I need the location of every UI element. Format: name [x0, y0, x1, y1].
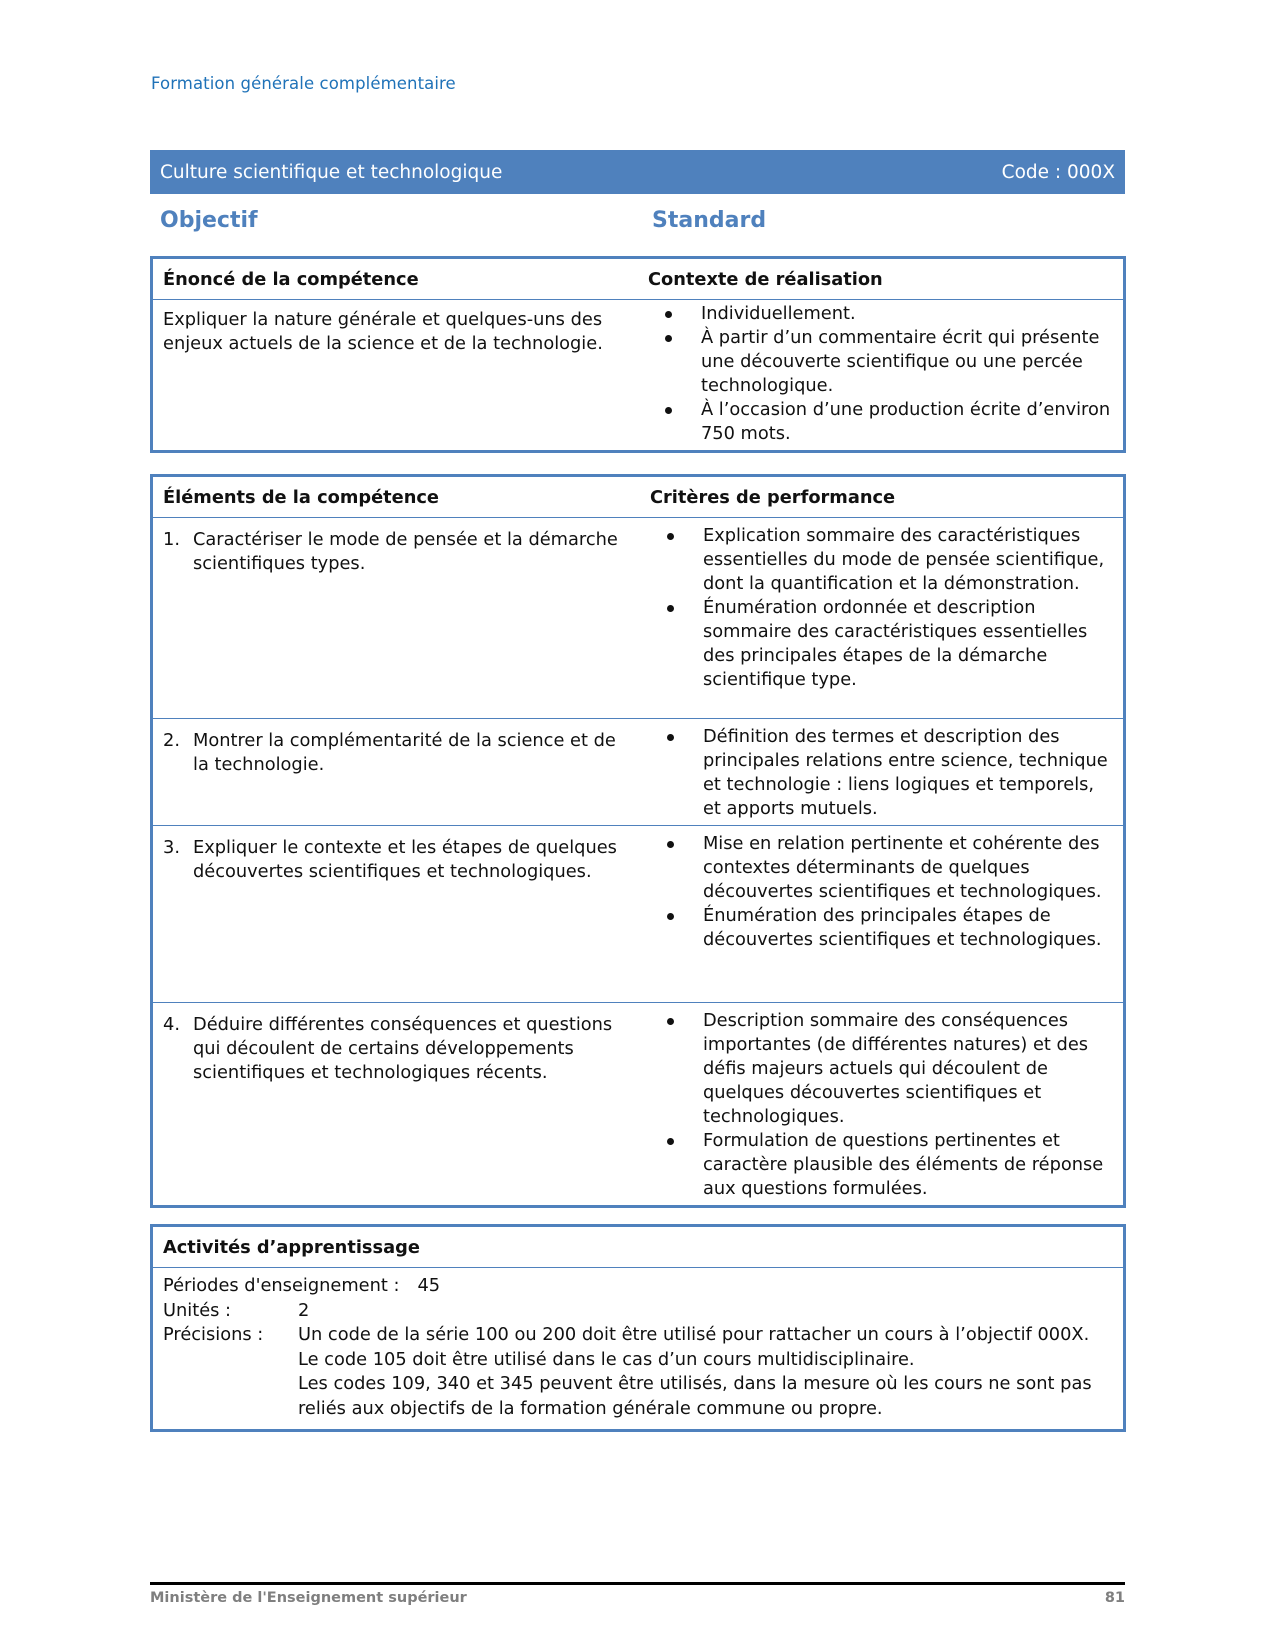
context-header: Contexte de réalisation [630, 258, 1125, 300]
bullet-icon [667, 1018, 674, 1025]
context-item: À l’occasion d’une production écrite d’environ 750 mots. [630, 398, 1117, 446]
activities-body [152, 1268, 1125, 1431]
criteria-cell [630, 518, 1125, 719]
bullet-icon [665, 407, 672, 414]
details-label: Précisions : [163, 1324, 264, 1345]
statement-header: Énoncé de la compétence [152, 258, 630, 300]
element-row [152, 826, 1125, 1003]
criteria-cell [630, 826, 1125, 1003]
element-cell [152, 518, 630, 719]
criteria-item: Formulation de questions pertinentes et caractère plausible des éléments de réponse aux questions formulées. [630, 1129, 1117, 1201]
periods-value: 45 [417, 1275, 441, 1296]
bullet-icon [667, 1138, 674, 1145]
element-text: Caractériser le mode de pensée et la démarche scientifiques types. [193, 529, 618, 574]
objectif-label: Objectif [160, 208, 258, 233]
context-cell [630, 300, 1125, 452]
competence-statement: Expliquer la nature générale et quelques-uns des enjeux actuels de la science et de la technologie. [163, 309, 603, 354]
course-title: Culture scientifique et technologique [160, 161, 503, 183]
activities-header-row [152, 1226, 1125, 1268]
criteria-item: Description sommaire des conséquences importantes (de différentes natures) et des défis majeurs actuels qui découlent de quelques découvertes scientifiques et technologiques. [630, 1009, 1117, 1129]
criteria-list [630, 826, 1123, 956]
criteria-cell [630, 1003, 1125, 1207]
page-number: 81 [1104, 1590, 1125, 1606]
context-list [630, 300, 1123, 450]
criteria-list [630, 719, 1123, 825]
element-number: 1. [163, 529, 180, 550]
element-cell [152, 826, 630, 1003]
element-number: 4. [163, 1014, 180, 1035]
element-number: 3. [163, 837, 180, 858]
details-line: Les codes 109, 340 et 345 peuvent être utilisés, dans la mesure où les cours ne sont pas reliés aux objectifs de la formation générale commune ou propre. [298, 1373, 1092, 1419]
element-row [152, 518, 1125, 719]
element-cell [152, 1003, 630, 1207]
element-text: Montrer la complémentarité de la science et de la technologie. [193, 730, 616, 775]
criteria-list [630, 518, 1123, 696]
criteria-item: Mise en relation pertinente et cohérente des contextes déterminants de quelques découvertes scientifiques et technologiques. [630, 832, 1117, 904]
periods-row [163, 1274, 1113, 1299]
bullet-icon [667, 734, 674, 741]
footer-publisher: Ministère de l'Enseignement supérieur [150, 1590, 467, 1606]
elements-table [150, 474, 1126, 1208]
competence-body-row [152, 300, 1125, 452]
units-row [163, 1299, 1113, 1324]
context-item: Individuellement. [630, 302, 1117, 326]
section-labels [150, 208, 1125, 240]
element-row [152, 1003, 1125, 1207]
element-number: 2. [163, 730, 180, 751]
details-line: Un code de la série 100 ou 200 doit être utilisé pour rattacher un cours à l’objectif 000X. [298, 1324, 1090, 1345]
details-line: Le code 105 doit être utilisé dans le cas d’un cours multidisciplinaire. [298, 1348, 915, 1370]
criteria-cell [630, 719, 1125, 826]
criteria-item: Explication sommaire des caractéristiques essentielles du mode de pensée scientifique, dont la quantification et la démonstration. [630, 524, 1117, 596]
criteria-item: Énumération ordonnée et description sommaire des caractéristiques essentielles des principales étapes de la démarche scientifique type. [630, 596, 1117, 692]
element-row [152, 719, 1125, 826]
standard-label: Standard [652, 208, 767, 233]
criteria-list [630, 1003, 1123, 1205]
course-code: Code : 000X [1001, 161, 1115, 183]
running-head: Formation générale complémentaire [151, 74, 456, 93]
units-value: 2 [298, 1299, 310, 1321]
criteria-header: Critères de performance [630, 476, 1125, 518]
criteria-item: Énumération des principales étapes de découvertes scientifiques et technologiques. [630, 904, 1117, 952]
element-text: Expliquer le contexte et les étapes de quelques découvertes scientifiques et technologiques. [193, 837, 617, 882]
bullet-icon [667, 533, 674, 540]
element-cell [152, 719, 630, 826]
activities-header: Activités d’apprentissage [152, 1226, 1125, 1268]
footer-rule [150, 1582, 1125, 1585]
bullet-icon [667, 605, 674, 612]
context-item: À partir d’un commentaire écrit qui présente une découverte scientifique ou une percée technologique. [630, 326, 1117, 398]
competence-table [150, 256, 1126, 453]
activities-body-row [152, 1268, 1125, 1431]
bullet-icon [665, 335, 672, 342]
elements-header: Éléments de la compétence [152, 476, 630, 518]
bullet-icon [665, 311, 672, 318]
course-title-bar [150, 150, 1125, 194]
element-text: Déduire différentes conséquences et questions qui découlent de certains développements scientifiques et technologiques récents. [193, 1014, 613, 1083]
bullet-icon [667, 841, 674, 848]
criteria-item: Définition des termes et description des principales relations entre science, technique et technologie : liens logiques et temporels, et apports mutuels. [630, 725, 1117, 821]
details-text [298, 1323, 1113, 1421]
elements-header-row [152, 476, 1125, 518]
periods-label: Périodes d'enseignement : [163, 1275, 400, 1296]
bullet-icon [667, 913, 674, 920]
details-row [163, 1323, 1113, 1421]
activities-table [150, 1224, 1126, 1432]
units-label: Unités : [163, 1299, 232, 1321]
competence-header-row [152, 258, 1125, 300]
